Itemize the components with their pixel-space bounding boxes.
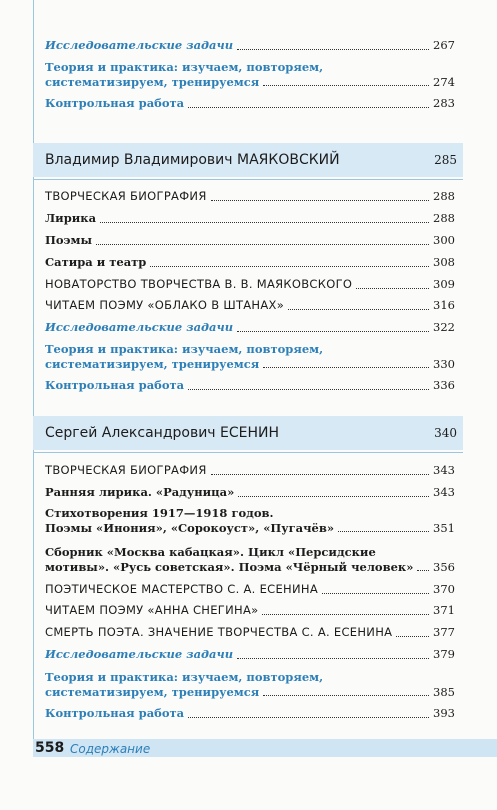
toc-entry-test[interactable] <box>45 378 455 393</box>
leader-dots <box>238 496 429 497</box>
entry-page: 267 <box>433 38 455 52</box>
section-divider <box>33 179 463 180</box>
leader-dots <box>150 266 429 267</box>
entry-page: 336 <box>433 378 455 392</box>
entry-page: 343 <box>433 485 455 499</box>
entry-label: Контрольная работа <box>45 706 185 720</box>
entry-page: 316 <box>433 298 455 312</box>
entry-page: 309 <box>433 277 455 291</box>
toc-entry-test[interactable] <box>45 96 455 111</box>
leader-dots <box>188 389 429 390</box>
toc-entry-practice[interactable] <box>45 60 455 89</box>
toc-entry[interactable] <box>45 545 455 574</box>
entry-page: 343 <box>433 463 455 477</box>
toc-entry-test[interactable] <box>45 706 455 721</box>
entry-page: 377 <box>433 625 455 639</box>
entry-page: 322 <box>433 320 455 334</box>
entry-label: Контрольная работа <box>45 96 185 110</box>
entry-page: 393 <box>433 706 455 720</box>
entry-label-line1: Стихотворения 1917—1918 годов. <box>45 506 274 520</box>
toc-entry[interactable] <box>45 485 455 500</box>
entry-page: 283 <box>433 96 455 110</box>
leader-dots <box>263 695 429 696</box>
entry-page: 288 <box>433 211 455 225</box>
entry-label-line1: Сборник «Москва кабацкая». Цикл «Персидские <box>45 545 376 559</box>
leader-dots <box>338 531 429 532</box>
toc-entry-practice[interactable] <box>45 342 455 371</box>
entry-page: 371 <box>433 603 455 617</box>
leader-dots <box>356 288 429 289</box>
entry-label: ЧИТАЕМ ПОЭМУ «АННА СНЕГИНА» <box>45 603 259 617</box>
entry-label: Исследовательские задачи <box>45 647 234 661</box>
leader-dots <box>237 331 429 332</box>
leader-dots <box>237 49 429 50</box>
section-header-esenin[interactable] <box>33 416 463 450</box>
page-number: 558 <box>35 740 65 756</box>
toc-entry[interactable] <box>45 582 455 597</box>
left-margin-rule <box>33 0 34 750</box>
entry-label: Контрольная работа <box>45 378 185 392</box>
entry-page: 379 <box>433 647 455 661</box>
leader-dots <box>322 593 429 594</box>
leader-dots <box>288 309 429 310</box>
entry-label-line1: Теория и практика: изучаем, повторяем, <box>45 60 324 74</box>
section-divider <box>33 452 463 453</box>
entry-label: ПОЭТИЧЕСКОЕ МАСТЕРСТВО С. А. ЕСЕНИНА <box>45 582 319 596</box>
leader-dots <box>188 717 429 718</box>
leader-dots <box>417 570 429 571</box>
entry-page: 300 <box>433 233 455 247</box>
leader-dots <box>262 614 429 615</box>
entry-label: ТВОРЧЕСКАЯ БИОГРАФИЯ <box>45 189 207 203</box>
entry-label: Исследовательские задачи <box>45 38 234 52</box>
leader-dots <box>96 244 429 245</box>
toc-entry[interactable] <box>45 625 455 640</box>
entry-label: НОВАТОРСТВО ТВОРЧЕСТВА В. В. МАЯКОВСКОГО <box>45 277 353 291</box>
entry-label: Поэмы <box>45 233 93 247</box>
section-page: 340 <box>434 426 457 440</box>
toc-entry[interactable] <box>45 463 455 478</box>
section-page: 285 <box>434 153 457 167</box>
toc-entry-practice[interactable] <box>45 670 455 699</box>
leader-dots <box>263 85 429 86</box>
entry-label-line2: мотивы». «Русь советская». Поэма «Чёрный человек» <box>45 559 414 574</box>
entry-page: 274 <box>433 74 455 89</box>
entry-label-line2: систематизируем, тренируемся <box>45 356 260 371</box>
toc-entry[interactable] <box>45 298 455 313</box>
entry-page: 308 <box>433 255 455 269</box>
leader-dots <box>211 200 429 201</box>
entry-page: 330 <box>433 356 455 371</box>
entry-label: Исследовательские задачи <box>45 320 234 334</box>
entry-page: 356 <box>433 559 455 574</box>
entry-page: 370 <box>433 582 455 596</box>
toc-entry-research[interactable] <box>45 320 455 335</box>
leader-dots <box>188 107 429 108</box>
leader-dots <box>211 474 429 475</box>
toc-entry[interactable] <box>45 255 455 270</box>
footer-label: Содержание <box>70 742 151 756</box>
toc-entry[interactable] <box>45 233 455 248</box>
entry-label-line2: систематизируем, тренируемся <box>45 684 260 699</box>
entry-label-line1: Теория и практика: изучаем, повторяем, <box>45 342 324 356</box>
leader-dots <box>100 222 429 223</box>
author-name: Сергей Александрович ЕСЕНИН <box>45 425 280 441</box>
entry-label: Лирика <box>45 211 97 225</box>
toc-entry[interactable] <box>45 277 455 292</box>
entry-page: 385 <box>433 684 455 699</box>
entry-page: 288 <box>433 189 455 203</box>
toc-entry-research[interactable] <box>45 647 455 662</box>
leader-dots <box>237 658 429 659</box>
entry-label: Ранняя лирика. «Радуница» <box>45 485 235 499</box>
entry-label-line2: систематизируем, тренируемся <box>45 74 260 89</box>
toc-entry[interactable] <box>45 506 455 535</box>
leader-dots <box>263 367 429 368</box>
section-header-mayakovsky[interactable] <box>33 143 463 177</box>
entry-label: Сатира и театр <box>45 255 147 269</box>
entry-label: СМЕРТЬ ПОЭТА. ЗНАЧЕНИЕ ТВОРЧЕСТВА С. А. ЕСЕНИНА <box>45 625 393 639</box>
entry-label-line2: Поэмы «Инония», «Сорокоуст», «Пугачёв» <box>45 520 335 535</box>
toc-entry[interactable] <box>45 211 455 226</box>
author-name: Владимир Владимирович МАЯКОВСКИЙ <box>45 152 340 168</box>
toc-entry-research[interactable] <box>45 38 455 53</box>
entry-label: ТВОРЧЕСКАЯ БИОГРАФИЯ <box>45 463 207 477</box>
entry-label: ЧИТАЕМ ПОЭМУ «ОБЛАКО В ШТАНАХ» <box>45 298 285 312</box>
entry-label-line1: Теория и практика: изучаем, повторяем, <box>45 670 324 684</box>
toc-entry[interactable] <box>45 603 455 618</box>
toc-entry[interactable] <box>45 189 455 204</box>
entry-page: 351 <box>433 520 455 535</box>
leader-dots <box>396 636 429 637</box>
